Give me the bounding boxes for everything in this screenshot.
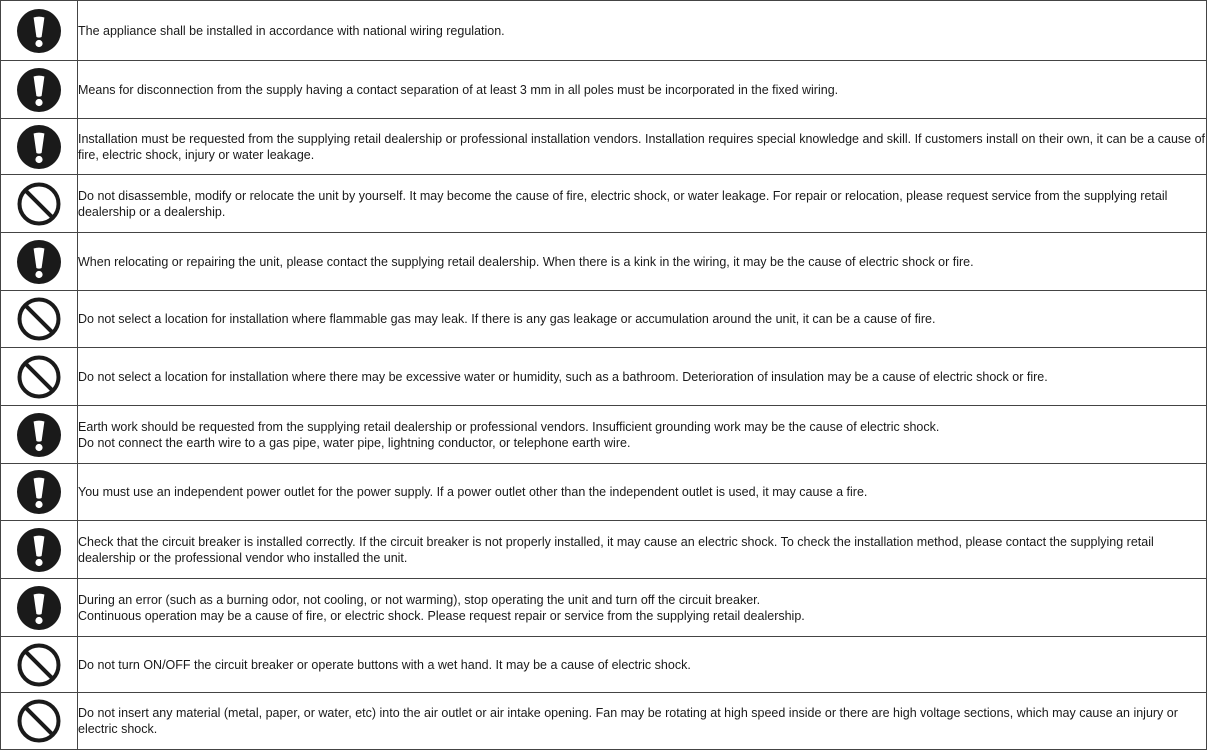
table-row [1,61,1207,119]
table-row [1,521,1207,579]
table-row [1,464,1207,521]
instruction-text: Do not insert any material (metal, paper, or water, etc) into the air outlet or air intake opening. Fan may be rotating at high speed inside or there are high voltage sections, which may cause an injury or electric shock. [78,693,1207,750]
table-row [1,579,1207,637]
icon-cell [1,1,78,61]
instruction-text: Do not disassemble, modify or relocate the unit by yourself. It may become the cause of fire, electric shock, or water leakage. For repair or relocation, please request service from the supplying retail dealership or a dealership. [78,175,1207,233]
icon-cell [1,464,78,521]
icon-cell [1,348,78,406]
table-row [1,291,1207,348]
table-row [1,119,1207,175]
mandatory-icon [16,239,62,285]
icon-cell [1,119,78,175]
table-row [1,348,1207,406]
mandatory-icon [16,8,62,54]
table-row [1,693,1207,750]
prohibited-icon [16,354,62,400]
table-row [1,1,1207,61]
instruction-text: During an error (such as a burning odor, not cooling, or not warming), stop operating the unit and turn off the circuit breaker. Continuous operation may be a cause of fire, or electric shock. Please request repair or service from the supplying retail dealership. [78,579,1207,637]
prohibited-icon [16,698,62,744]
icon-cell [1,521,78,579]
prohibited-icon [16,642,62,688]
instruction-text: Do not turn ON/OFF the circuit breaker or operate buttons with a wet hand. It may be a cause of electric shock. [78,637,1207,693]
icon-cell [1,406,78,464]
mandatory-icon [16,527,62,573]
mandatory-icon [16,469,62,515]
mandatory-icon [16,412,62,458]
table-row [1,233,1207,291]
prohibited-icon [16,181,62,227]
mandatory-icon [16,67,62,113]
table-row [1,175,1207,233]
mandatory-icon [16,585,62,631]
icon-cell [1,61,78,119]
icon-cell [1,637,78,693]
icon-cell [1,579,78,637]
table-row [1,637,1207,693]
instruction-text: Means for disconnection from the supply having a contact separation of at least 3 mm in all poles must be incorporated in the fixed wiring. [78,61,1207,119]
icon-cell [1,291,78,348]
prohibited-icon [16,296,62,342]
instruction-text: Check that the circuit breaker is installed correctly. If the circuit breaker is not properly installed, it may cause an electric shock. To check the installation method, please contact the supplying retail dealership or the professional vendor who installed the unit. [78,521,1207,579]
instruction-text: Do not select a location for installation where there may be excessive water or humidity, such as a bathroom. Deterioration of insulation may be a cause of electric shock or fire. [78,348,1207,406]
instruction-text: The appliance shall be installed in accordance with national wiring regulation. [78,1,1207,61]
instruction-text: Do not select a location for installation where flammable gas may leak. If there is any gas leakage or accumulation around the unit, it can be a cause of fire. [78,291,1207,348]
instruction-text: You must use an independent power outlet for the power supply. If a power outlet other than the independent outlet is used, it may cause a fire. [78,464,1207,521]
icon-cell [1,693,78,750]
instruction-text: Earth work should be requested from the supplying retail dealership or professional vendors. Insufficient grounding work may be the cause of electric shock. Do not connect the earth wire to a gas pipe, water pipe, lightning conductor, or telephone earth wire. [78,406,1207,464]
mandatory-icon [16,124,62,170]
table-row [1,406,1207,464]
instruction-text: When relocating or repairing the unit, please contact the supplying retail dealership. When there is a kink in the wiring, it may be the cause of electric shock or fire. [78,233,1207,291]
icon-cell [1,175,78,233]
instruction-text: Installation must be requested from the supplying retail dealership or professional installation vendors. Installation requires special knowledge and skill. If customers install on their own, it can be a cause of fire, electric shock, injury or water leakage. [78,119,1207,175]
icon-cell [1,233,78,291]
